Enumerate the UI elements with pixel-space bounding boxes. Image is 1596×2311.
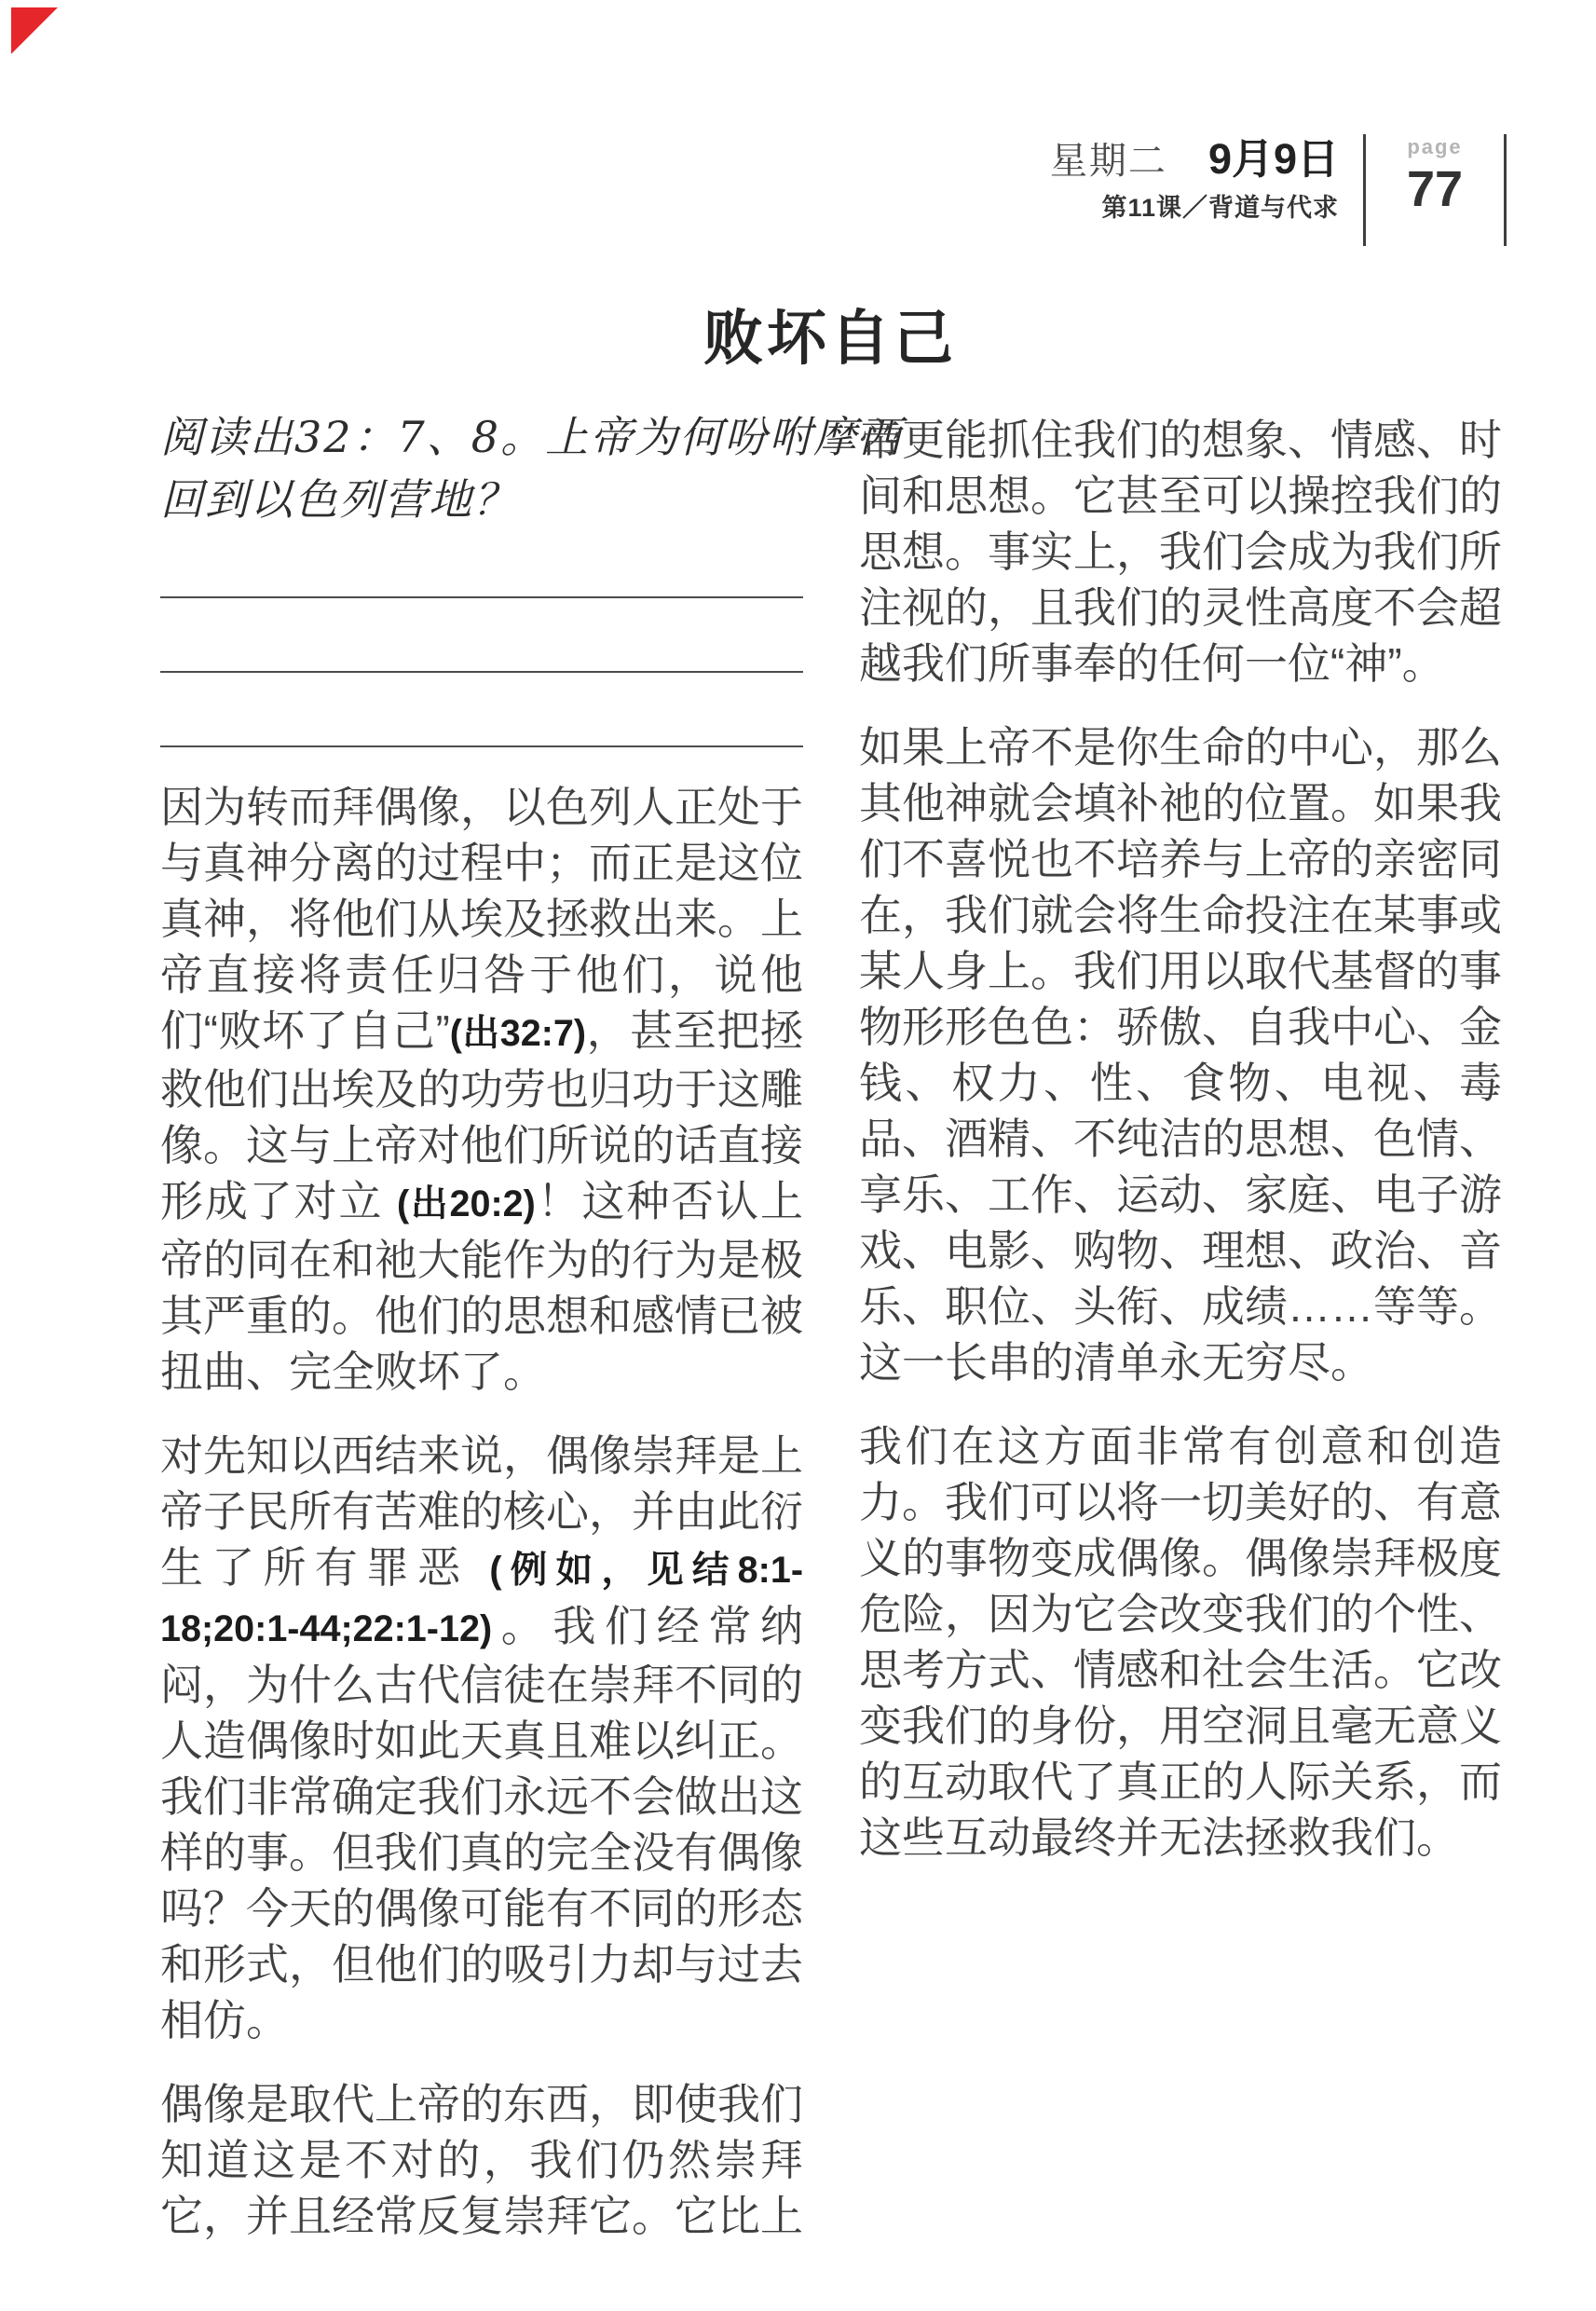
weekday-label: 星期二 — [1049, 141, 1167, 182]
study-question — [160, 406, 904, 531]
answer-blank-line — [160, 673, 803, 747]
body-paragraph: 因为转而拜偶像，以色列人正处于与真神分离的过程中；而正是这位真神，将他们从埃及拯救出来。上帝直接将责任归咎于他们，说他们“败坏了自己”(出32:7)，甚至把拯救他们出埃及的功劳也归功于这雕像。这与上帝对他们所说的话直接形成了对立 (出20:2)！这种否认上帝的同在和祂大能作为的行为是极其严重的。他们的思想和感情已被扭曲、完全败坏了。 — [160, 783, 803, 1396]
date-line — [1050, 134, 1339, 186]
answer-blank-line — [160, 598, 803, 673]
page-header — [1050, 134, 1507, 246]
page-label: page — [1407, 135, 1463, 158]
date-label: 9月9日 — [1207, 135, 1339, 183]
right-column — [859, 412, 1502, 1866]
body-paragraph: 帝更能抓住我们的想象、情感、时间和思想。它甚至可以操控我们的思想。事实上，我们会成为我们所注视的，且我们的灵性高度不会超越我们所事奉的任何一位“神”。 — [859, 416, 1502, 688]
body-paragraph: 如果上帝不是你生命的中心，那么其他神就会填补祂的位置。如果我们不喜悦也不培养与上帝的亲密同在，我们就会将生命投注在某事或某人身上。我们用以取代基督的事物形形色色：骄傲、自我中心、金钱、权力、性、食物、电视、毒品、酒精、不纯洁的思想、色情、享乐、工作、运动、家庭、电子游戏、电影、购物、理想、政治、音乐、职位、头衔、成绩……等等。这一长串的清单永无穷尽。 — [859, 723, 1502, 1387]
header-text-block — [1050, 134, 1339, 224]
left-column — [160, 406, 904, 2244]
study-question-line-1: 阅读出32：7、8。上帝为何吩咐摩西 — [160, 412, 904, 462]
study-question-line-2: 回到以色列营地？ — [160, 474, 518, 525]
answer-blank-line — [160, 531, 803, 598]
answer-lines — [160, 531, 803, 747]
page-title: 败坏自己 — [703, 304, 957, 374]
body-paragraph: 偶像是取代上帝的东西，即使我们知道这是不对的，我们仍然崇拜它，并且经常反复崇拜它。它比上 — [160, 2080, 803, 2240]
page-number-block — [1366, 134, 1504, 216]
lesson-title: 第11课／背道与代求 — [1101, 194, 1339, 222]
header-divider-right — [1504, 134, 1507, 246]
body-paragraph: 对先知以西结来说，偶像崇拜是上帝子民所有苦难的核心，并由此衍生了所有罪恶 (例如，见结8:1-18;20:1-44;22:1-12)。我们经常纳闷，为什么古代信徒在崇拜不同的人造偶像时如此天真且难以纠正。我们非常确定我们永远不会做出这样的事。但我们真的完全没有偶像吗？今天的偶像可能有不同的形态和形式，但他们的吸引力却与过去相仿。 — [160, 1431, 803, 2044]
corner-accent-triangle — [11, 7, 58, 54]
body-paragraph: 我们在这方面非常有创意和创造力。我们可以将一切美好的、有意义的事物变成偶像。偶像崇拜极度危险，因为它会改变我们的个性、思考方式、情感和社会生活。它改变我们的身份，用空洞且毫无意义的互动取代了真正的人际关系，而这些互动最终并无法拯救我们。 — [859, 1422, 1502, 1862]
page-number: 77 — [1406, 161, 1464, 217]
